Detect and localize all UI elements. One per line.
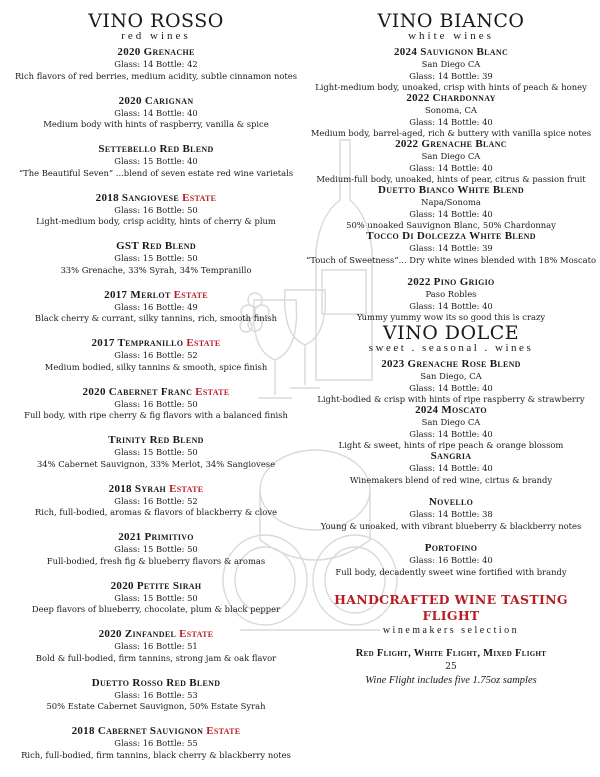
wine-item <box>306 276 596 322</box>
wine-price: Glass: 14 Bottle: 39 <box>409 70 493 81</box>
wine-price: Glass: 15 Bottle: 50 <box>114 592 198 603</box>
wine-name <box>10 628 302 641</box>
wine-name-text: Duetto Rosso Red Blend <box>91 676 221 689</box>
wine-name-text: Sangria <box>430 450 472 462</box>
wine-notes: Full body, decadently sweet wine fortified with brandy <box>335 566 567 577</box>
wine-item <box>306 496 596 542</box>
wine-name <box>10 95 302 108</box>
wine-origin: Napa/Sonoma <box>421 197 481 207</box>
wine-price: Glass: 14 Bottle: 40 <box>409 382 493 393</box>
wine-price: Glass: 16 Bottle: 53 <box>114 689 198 700</box>
wine-notes: 33% Grenache, 33% Syrah, 34% Tempranillo <box>60 264 252 275</box>
wine-name <box>10 677 302 690</box>
wine-item <box>306 138 596 184</box>
wine-notes: 50% unoaked Sauvignon Blanc, 50% Chardonnay <box>346 220 556 231</box>
wine-price: Glass: 14 Bottle: 40 <box>409 300 493 311</box>
section-title-rosso: VINO ROSSO <box>88 10 224 32</box>
wine-item <box>10 289 302 338</box>
white-and-sweet-column <box>306 12 596 687</box>
wine-notes: Medium bodied, silky tannins & smooth, spice finish <box>44 361 268 372</box>
wine-notes: Winemakers blend of red wine, cirtus & brandy <box>349 474 553 485</box>
section-subtitle-rosso: red wines <box>121 30 191 42</box>
bianco-wine-list <box>306 46 596 322</box>
wine-name-text: Settebello Red Blend <box>98 143 214 155</box>
wine-item <box>10 240 302 289</box>
wine-price: Glass: 16 Bottle: 49 <box>114 301 198 312</box>
wine-name <box>10 143 302 156</box>
flight-note: Wine Flight includes five 1.75oz samples <box>365 675 537 686</box>
section-subtitle-dolce: sweet . seasonal . wines <box>368 342 534 354</box>
wine-price: Glass: 16 Bottle: 55 <box>114 738 198 748</box>
wine-notes: Yummy yummy wow its so good this is crazy <box>356 312 546 323</box>
wine-origin: San Diego CA <box>421 59 481 69</box>
wine-name <box>306 184 596 197</box>
dolce-wine-list <box>306 358 596 588</box>
wine-notes: 50% Estate Cabernet Sauvignon, 50% Estate Syrah <box>46 701 266 712</box>
wine-name-text: Tocco Di Dolcezza White Blend <box>366 230 536 242</box>
wine-item <box>306 46 596 92</box>
estate-tag: Estate <box>186 337 221 349</box>
wine-name-text: Duetto Bianco White Blend <box>378 184 524 196</box>
wine-item <box>306 450 596 496</box>
wine-price: Glass: 16 Bottle: 51 <box>114 641 198 651</box>
wine-price: Glass: 14 Bottle: 40 <box>409 162 493 173</box>
wine-item <box>10 95 302 144</box>
wine-name-text: Novello <box>428 496 474 508</box>
wine-notes: Medium body, barrel-aged, rich & buttery with vanilla spice notes <box>310 128 592 139</box>
wine-notes: Full-bodied, fresh fig & blueberry flavors & aromas <box>46 555 266 566</box>
flight-subtitle: winemakers selection <box>382 625 520 636</box>
estate-tag: Estate <box>182 191 217 204</box>
wine-name-text: 2020 Petite Sirah <box>110 579 202 592</box>
wine-item <box>10 677 302 726</box>
wine-price: Glass: 14 Bottle: 40 <box>114 107 198 118</box>
wine-notes: Deep flavors of blueberry, chocolate, plum & black pepper <box>31 604 281 615</box>
wine-name <box>10 483 302 496</box>
wine-name <box>10 725 302 738</box>
estate-tag: Estate <box>173 288 208 301</box>
wine-notes: Black cherry & currant, silky tannins, rich, smooth finish <box>34 313 278 324</box>
wine-name <box>306 496 596 509</box>
wine-item <box>10 143 302 192</box>
wine-notes: Light-medium body, crisp acidity, hints of cherry & plum <box>36 216 276 227</box>
wine-item <box>306 92 596 138</box>
wine-name-text: 2024 Moscato <box>415 404 487 416</box>
wine-notes: Rich flavors of red berries, medium acidity, subtle cinnamon notes <box>14 70 298 81</box>
wine-item <box>306 358 596 404</box>
wine-name <box>10 434 302 447</box>
wine-price: Glass: 15 Bottle: 40 <box>114 156 198 166</box>
wine-price: Glass: 14 Bottle: 40 <box>409 208 493 219</box>
wine-name-text: 2020 Zinfandel <box>98 628 177 640</box>
wine-name <box>306 138 596 151</box>
wine-name <box>306 92 596 105</box>
wine-item <box>306 184 596 230</box>
wine-name-text: 2018 Cabernet Sauvignon <box>71 725 204 737</box>
wine-name-text: 2020 Grenache <box>117 46 195 58</box>
wine-item <box>10 725 302 774</box>
section-subtitle-bianco: white wines <box>408 30 494 42</box>
wine-name-text: 2020 Cabernet Franc <box>82 385 193 398</box>
wine-item <box>10 46 302 95</box>
wine-price: Glass: 14 Bottle: 39 <box>409 243 493 253</box>
wine-name-text: 2022 Grenache Blanc <box>395 138 507 150</box>
wine-name <box>10 289 302 302</box>
wine-price: Glass: 15 Bottle: 50 <box>114 544 198 554</box>
wine-notes: Young & unoaked, with vibrant blueberry & blackberry notes <box>320 520 582 531</box>
estate-tag: Estate <box>179 628 214 640</box>
wine-origin: San Diego, CA <box>420 371 482 381</box>
wine-name <box>306 276 596 289</box>
wine-item <box>10 628 302 677</box>
wine-price: Glass: 15 Bottle: 50 <box>114 447 198 457</box>
wine-name <box>10 580 302 593</box>
wine-item <box>10 386 302 435</box>
estate-tag: Estate <box>206 725 241 737</box>
wine-name <box>10 337 302 350</box>
wine-notes: Bold & full-bodied, firm tannins, strong jam & oak flavor <box>35 652 277 663</box>
wine-item <box>10 192 302 241</box>
wine-name <box>306 46 596 59</box>
wine-item <box>10 434 302 483</box>
flight-title: HANDCRAFTED WINE TASTING FLIGHT <box>334 592 568 623</box>
estate-tag: Estate <box>169 482 204 495</box>
wine-name-text: 2020 Carignan <box>118 94 194 107</box>
wine-notes: “Touch of Sweetness”... Dry white wines blended with 18% Moscato <box>306 254 597 265</box>
wine-name-text: 2018 Sangiovese <box>95 191 180 204</box>
wine-name <box>10 531 302 544</box>
section-title-bianco: VINO BIANCO <box>377 10 525 32</box>
wine-name-text: 2017 Tempranillo <box>91 337 184 349</box>
wine-item <box>10 337 302 386</box>
wine-name <box>10 46 302 59</box>
estate-tag: Estate <box>195 385 230 398</box>
wine-item <box>10 531 302 580</box>
wine-name-text: 2018 Syrah <box>108 482 167 495</box>
wine-price: Glass: 16 Bottle: 52 <box>114 350 198 360</box>
wine-origin: San Diego CA <box>421 151 481 161</box>
wine-notes: 34% Cabernet Sauvignon, 33% Merlot, 34% Sangiovese <box>36 458 276 469</box>
wine-price: Glass: 14 Bottle: 42 <box>114 59 198 69</box>
wine-name <box>306 404 596 417</box>
wine-name-text: 2017 Merlot <box>104 288 171 301</box>
wine-notes: Rich, full-bodied, firm tannins, black cherry & blackberry notes <box>21 749 291 760</box>
wine-notes: Medium-full body, unoaked, hints of pear, citrus & passion fruit <box>316 174 586 185</box>
wine-name <box>306 450 596 463</box>
wine-name-text: 2024 Sauvignon Blanc <box>393 46 509 58</box>
wine-item <box>306 404 596 450</box>
wine-origin: Paso Robles <box>425 289 477 299</box>
wine-origin: San Diego CA <box>421 417 481 427</box>
wine-name-text: 2022 Pino Grigio <box>407 276 495 288</box>
wine-name-text: Portofino <box>424 542 478 554</box>
wine-name <box>10 386 302 399</box>
wine-price: Glass: 16 Bottle: 50 <box>114 398 198 409</box>
wine-name-text: 2023 Grenache Rose Blend <box>381 358 521 370</box>
wine-price: Glass: 14 Bottle: 40 <box>409 428 493 439</box>
wine-item <box>10 580 302 629</box>
wine-item <box>306 542 596 588</box>
wine-notes: “The Beautiful Seven” ...blend of seven estate red wine varietals <box>18 167 294 178</box>
wine-notes: Light & sweet, hints of ripe peach & orange blossom <box>338 440 564 451</box>
wine-name-text: 2022 Chardonnay <box>406 92 496 104</box>
wine-price: Glass: 15 Bottle: 50 <box>114 253 198 263</box>
wine-notes: Medium body with hints of raspberry, vanilla & spice <box>43 119 269 130</box>
flight-names: Red Flight, White Flight, Mixed Flight <box>355 648 547 659</box>
wine-name <box>306 230 596 243</box>
wine-notes: Rich, full-bodied, aromas & flavors of blackberry & clove <box>34 507 278 518</box>
wine-name <box>10 192 302 205</box>
wine-name-text: Trinity Red Blend <box>108 434 204 446</box>
rosso-wine-list <box>10 46 302 774</box>
wine-name <box>306 358 596 371</box>
wine-price: Glass: 16 Bottle: 50 <box>114 204 198 215</box>
wine-item <box>306 230 596 276</box>
section-title-dolce: VINO DOLCE <box>382 322 520 344</box>
wine-notes: Light-bodied & crisp with hints of ripe raspberry & strawberry <box>317 394 585 405</box>
wine-price: Glass: 14 Bottle: 40 <box>409 463 493 473</box>
wine-notes: Light-medium body, unoaked, crisp with hints of peach & honey <box>315 82 587 93</box>
wine-price: Glass: 16 Bottle: 40 <box>409 555 493 565</box>
wine-item <box>10 483 302 532</box>
wine-name <box>306 542 596 555</box>
vino-rosso-column <box>10 12 302 774</box>
wine-notes: Full body, with ripe cherry & fig flavors with a balanced finish <box>24 410 288 421</box>
flight-price: 25 <box>445 662 457 672</box>
wine-name-text: GST Red Blend <box>116 240 196 252</box>
wine-price: Glass: 14 Bottle: 38 <box>409 509 493 519</box>
wine-name-text: 2021 Primitivo <box>118 531 194 543</box>
wine-origin: Sonoma, CA <box>425 105 477 115</box>
wine-price: Glass: 14 Bottle: 40 <box>409 116 493 127</box>
wine-price: Glass: 16 Bottle: 52 <box>114 495 198 506</box>
wine-name <box>10 240 302 253</box>
